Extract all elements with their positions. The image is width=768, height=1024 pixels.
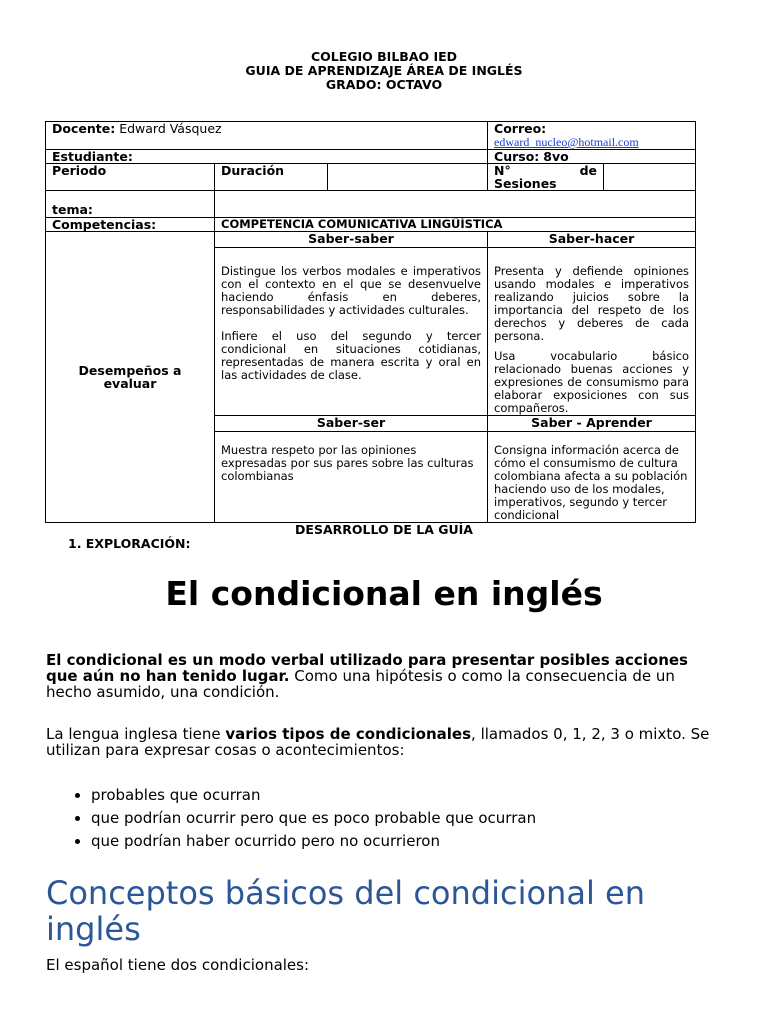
duracion-label: Duración: [215, 164, 328, 191]
guide-title: GUIA DE APRENDIZAJE ÁREA DE INGLÉS: [245, 63, 523, 78]
tema-value: [215, 191, 696, 218]
sesiones-label: N° de Sesiones: [488, 164, 604, 191]
saber-ser-cell: [215, 432, 488, 523]
curso-label: Curso:: [494, 149, 540, 164]
curso-cell: [488, 150, 696, 164]
intro-rest: Como una hipótesis o como la consecuencia de un hecho asumido, una condición.: [46, 667, 675, 701]
competencias-label: Competencias:: [46, 218, 215, 232]
sesiones-value: [604, 164, 696, 191]
list-item: • que podrían ocurrir pero que es poco probable que ocurran: [91, 807, 536, 830]
desempenos-text: Desempeños a evaluar: [78, 363, 182, 391]
saber-saber-p1: Distingue los verbos modales e imperativos con el contexto en el que se desenvuelve haciendo énfasis en deberes, responsabilidades y actividades culturales.: [221, 264, 482, 317]
saber-hacer-head: Saber-hacer: [488, 232, 696, 248]
types-bold: varios tipos de condicionales: [225, 725, 472, 743]
development-title: DESARROLLO DE LA GUÍA: [295, 522, 473, 537]
duracion-value: [328, 164, 488, 191]
correo-cell: [488, 122, 696, 150]
list-item: • que podrían haber ocurrido pero no ocurrieron: [91, 830, 536, 853]
bullet-list: [46, 784, 536, 853]
closing-paragraph: El español tiene dos condicionales:: [46, 956, 310, 974]
saber-ser-p: Muestra respeto por las opiniones expresadas por sus pares sobre las culturas colombianas: [221, 443, 474, 483]
types-text-b: , llamados 0, 1, 2, 3 o mixto. Se utilizan para expresar cosas o acontecimientos:: [46, 725, 710, 759]
saber-ser-head: Saber-ser: [215, 416, 488, 432]
desempenos-label: [46, 232, 215, 523]
intro-paragraph: [46, 652, 716, 700]
article-title: El condicional en inglés: [165, 574, 603, 613]
document-header: [0, 50, 768, 92]
email-link[interactable]: edward_nucleo@hotmail.com: [494, 135, 639, 149]
curso-value: 8vo: [543, 149, 569, 164]
intro-bold: El condicional es un modo verbal utilizado para presentar posibles acciones que aún no han tenido lugar.: [46, 651, 688, 685]
docente-cell: [46, 122, 488, 150]
types-text-a: La lengua inglesa tiene: [46, 725, 226, 743]
saber-hacer-p2: Usa vocabulario básico relacionado buenas acciones y expresiones de consumismo para elaborar exposiciones con sus compañeros.: [494, 349, 690, 415]
exploration-heading: 1. EXPLORACIÓN:: [68, 536, 191, 551]
docente-label: Docente:: [52, 121, 116, 136]
saber-hacer-cell: [488, 248, 696, 416]
school-name: COLEGIO BILBAO IED: [310, 49, 458, 64]
docente-value: Edward Vásquez: [119, 121, 222, 136]
saber-saber-p2: Infiere el uso del segundo y tercer condicional en situaciones cotidianas, representadas de manera escrita y oral en las actividades de clase.: [221, 329, 482, 382]
info-table: [45, 121, 696, 523]
competencias-value: COMPETENCIA COMUNICATIVA LINGÜÍSTICA: [215, 218, 696, 232]
saber-aprender-head: Saber - Aprender: [488, 416, 696, 432]
list-item: • probables que ocurran: [91, 784, 536, 807]
saber-aprender-cell: [488, 432, 696, 523]
section-heading: Conceptos básicos del condicional en inglés: [46, 874, 645, 948]
estudiante-label: Estudiante:: [46, 150, 488, 164]
tema-label-text: tema:: [52, 202, 93, 217]
saber-saber-cell: [215, 248, 488, 416]
saber-saber-head: Saber-saber: [215, 232, 488, 248]
grade-label: GRADO: OCTAVO: [325, 77, 443, 92]
periodo-label: Periodo: [46, 164, 215, 191]
saber-aprender-p: Consigna información acerca de cómo el consumismo de cultura colombiana afecta a su población haciendo uso de los modales, imperativos, segundo y tercer condicional: [494, 443, 688, 522]
correo-label: Correo:: [494, 121, 547, 136]
types-paragraph: [46, 726, 716, 758]
tema-label: [46, 191, 215, 218]
saber-hacer-p1: Presenta y defiende opiniones usando modales e imperativos realizando juicios sobre la importancia del respeto de los derechos y deberes de cada persona.: [494, 264, 690, 343]
